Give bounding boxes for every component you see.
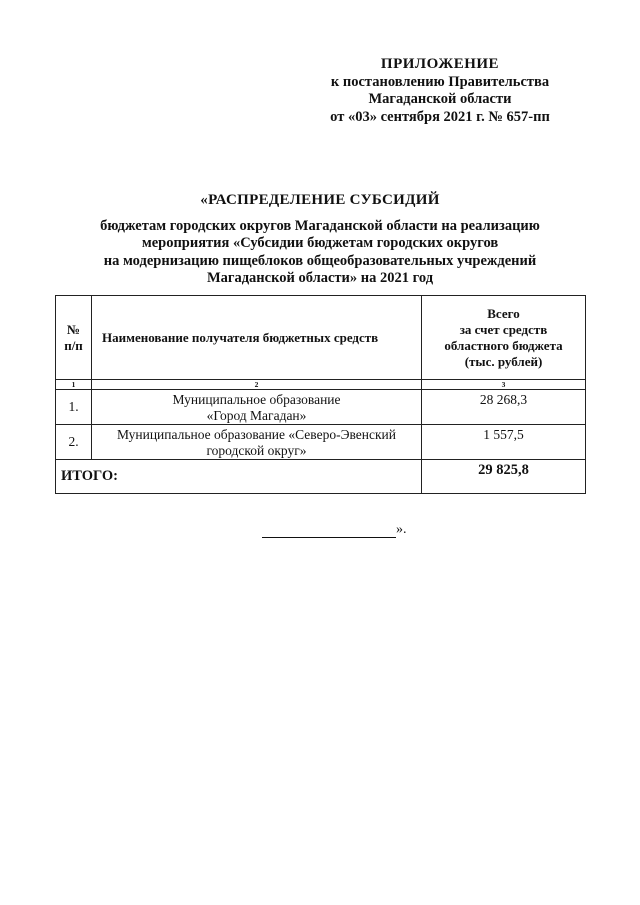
document-title [60,192,580,288]
table-header-row [56,296,586,380]
row-number: 2. [56,425,92,460]
title-line-4: на модернизацию пищеблоков общеобразовательных учреждений [103,252,537,269]
column-number-row [56,380,586,390]
row-number: 1. [56,390,92,425]
header-total [422,296,586,380]
recipient-name-line-2: городской округ» [206,443,307,458]
underline-rule [262,523,396,538]
total-label: ИТОГО: [56,460,422,494]
recipient-name-line-1: Муниципальное образование [172,392,341,407]
header-total-line-1: Всего [487,305,520,321]
column-number: 3 [422,380,586,390]
appendix-heading: ПРИЛОЖЕНИЕ [380,56,500,72]
header-recipient: Наименование получателя бюджетных средств [92,296,422,380]
appendix-line-1: к постановлению Правительства [330,73,550,90]
appendix-block [300,56,580,126]
title-line-1: «РАСПРЕДЕЛЕНИЕ СУБСИДИЙ [200,192,440,208]
header-total-line-2: за счет средств [459,321,548,337]
distribution-table [55,295,586,494]
table-row [56,425,586,460]
header-number-line-2: п/п [64,337,83,353]
total-row [56,460,586,494]
table-row [56,390,586,425]
total-amount: 29 825,8 [422,460,586,494]
column-number: 2 [92,380,422,390]
header-total-line-3: областного бюджета [444,337,563,353]
header-number-line-1: № [66,321,81,337]
recipient-name-line-2: «Город Магадан» [206,408,307,423]
row-amount: 28 268,3 [422,390,586,425]
column-number: 1 [56,380,92,390]
title-line-5: Магаданской области» на 2021 год [206,270,434,286]
appendix-line-3: от «03» сентября 2021 г. № 657-пп [330,108,550,125]
title-line-2: бюджетам городских округов Магаданской области на реализацию [100,217,540,234]
title-line-3: мероприятия «Субсидии бюджетам городских округов [141,235,499,251]
closing-line [262,522,407,538]
recipient-name-line-1: Муниципальное образование «Северо-Эвенский [116,427,397,442]
recipient-name [92,425,422,460]
header-number [56,296,92,380]
closing-quote: ». [396,522,407,537]
row-amount: 1 557,5 [422,425,586,460]
header-total-line-4: (тыс. рублей) [464,353,543,369]
recipient-name [92,390,422,425]
appendix-line-2: Магаданской области [368,91,512,107]
